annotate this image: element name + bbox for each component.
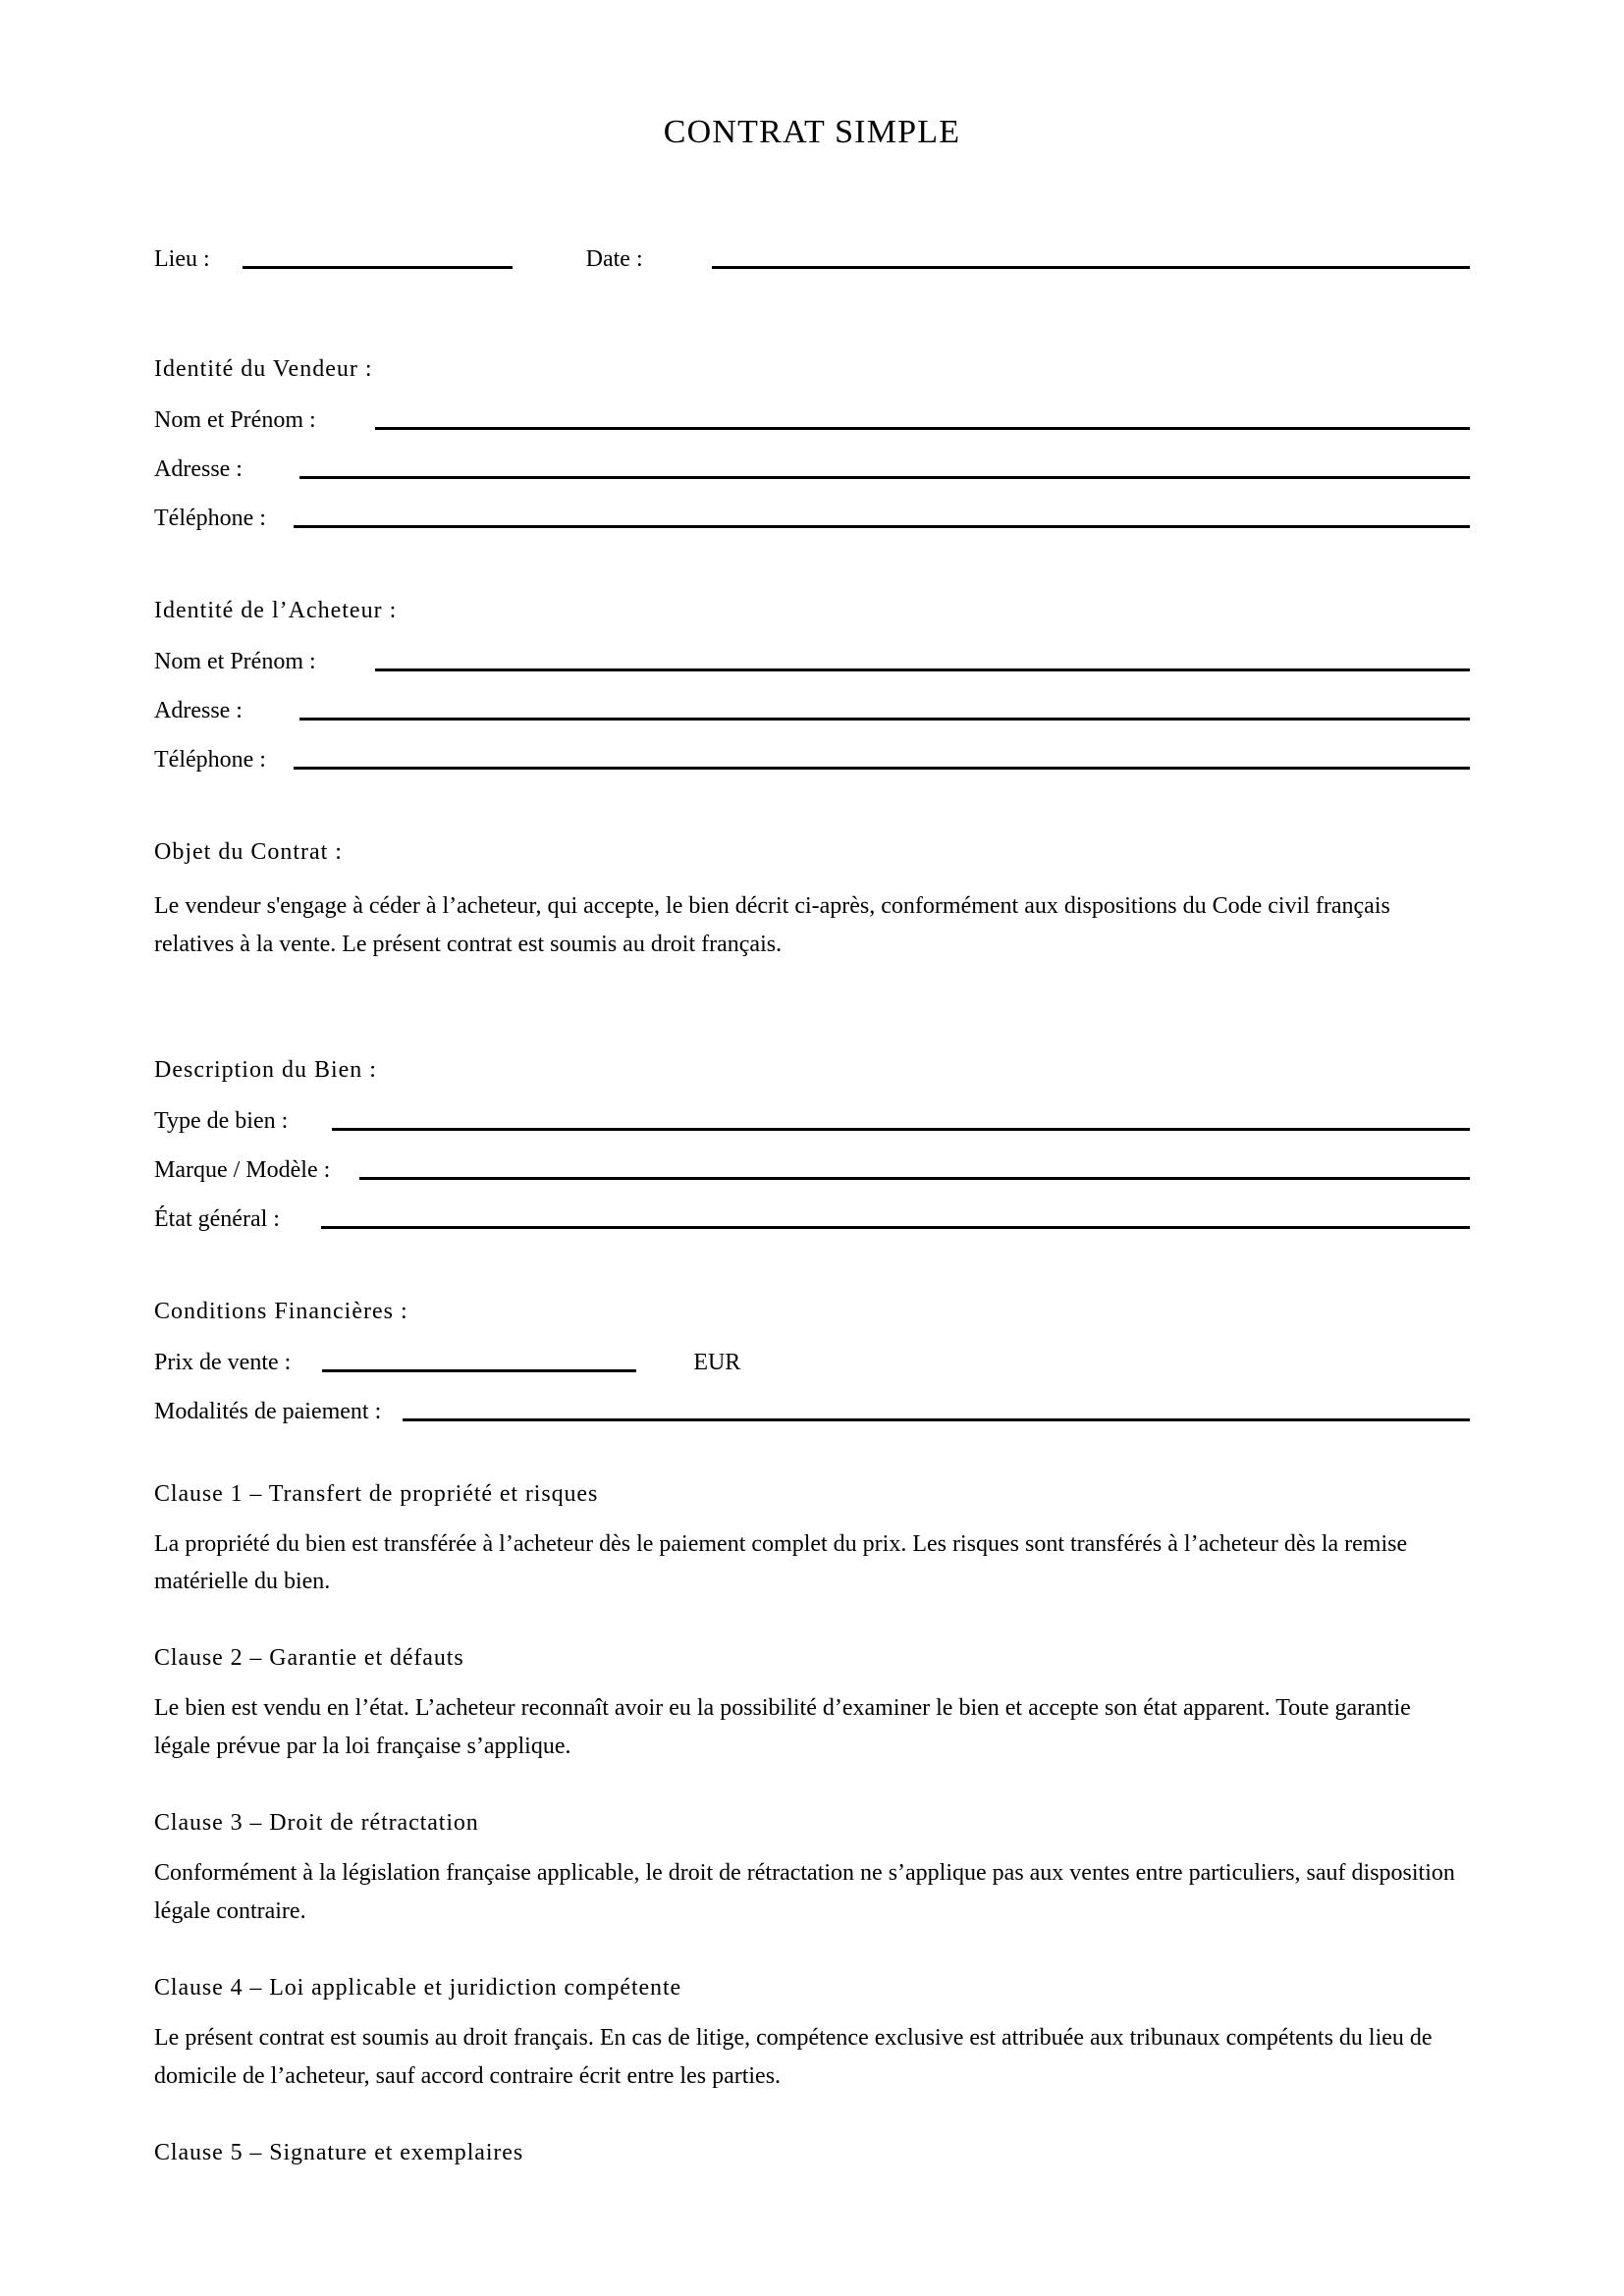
clause-3-heading: Clause 3 – Droit de rétractation bbox=[154, 1810, 479, 1837]
date-label: Date : bbox=[585, 245, 643, 272]
financial-section-heading: Conditions Financières : bbox=[154, 1298, 408, 1324]
payment-terms-input-rule[interactable] bbox=[403, 1418, 1470, 1421]
goods-type-input-rule[interactable] bbox=[332, 1128, 1470, 1131]
goods-brand-label: Marque / Modèle : bbox=[154, 1156, 331, 1183]
clause-4-heading: Clause 4 – Loi applicable et juridiction compétente bbox=[154, 1974, 682, 2001]
date-input-rule[interactable] bbox=[712, 266, 1470, 269]
buyer-name-row bbox=[154, 650, 1470, 673]
goods-condition-label: État général : bbox=[154, 1205, 280, 1232]
clause-1-body: La propriété du bien est transférée à l’acheteur dès le paiement complet du prix. Les risques sont transférés à l’acheteur dès la remise matérielle du bien. bbox=[154, 1530, 1408, 1595]
object-section-body: Le vendeur s'engage à céder à l’acheteur, qui accepte, le bien décrit ci-après, conformément aux dispositions du Code civil français relatives à la vente. Le présent contrat est soumis au droit français. bbox=[154, 892, 1390, 957]
seller-address-row bbox=[154, 457, 1470, 481]
clause-3-body: Conformément à la législation française applicable, le droit de rétractation ne s’applique pas aux ventes entre particuliers, sauf disposition légale contraire. bbox=[154, 1860, 1455, 1924]
price-row bbox=[154, 1351, 1470, 1374]
price-currency-suffix: EUR bbox=[693, 1349, 741, 1375]
buyer-address-input-rule[interactable] bbox=[299, 718, 1470, 721]
goods-brand-input-rule[interactable] bbox=[359, 1177, 1470, 1180]
lieu-label: Lieu : bbox=[154, 245, 210, 272]
goods-section-heading: Description du Bien : bbox=[154, 1056, 377, 1083]
clause-4-body: Le présent contrat est soumis au droit français. En cas de litige, compétence exclusive est attribuée aux tribunaux compétents du lieu de domicile de l’acheteur, sauf accord contraire écrit entre les parties. bbox=[154, 2024, 1433, 2089]
goods-type-row bbox=[154, 1109, 1470, 1133]
lieu-input-rule[interactable] bbox=[243, 266, 513, 269]
object-section-heading: Objet du Contrat : bbox=[154, 838, 343, 865]
price-label: Prix de vente : bbox=[154, 1349, 292, 1375]
price-input-rule[interactable] bbox=[322, 1369, 636, 1372]
clause-2-body: Le bien est vendu en l’état. L’acheteur reconnaît avoir eu la possibilité d’examiner le bien et accepte son état apparent. Toute garantie légale prévue par la loi française s’applique. bbox=[154, 1695, 1411, 1760]
seller-phone-input-rule[interactable] bbox=[294, 525, 1470, 528]
goods-type-label: Type de bien : bbox=[154, 1107, 289, 1134]
buyer-name-input-rule[interactable] bbox=[375, 668, 1470, 671]
goods-brand-row bbox=[154, 1158, 1470, 1182]
seller-address-label: Adresse : bbox=[154, 455, 243, 482]
buyer-phone-row bbox=[154, 748, 1470, 772]
seller-phone-row bbox=[154, 507, 1470, 530]
buyer-address-label: Adresse : bbox=[154, 697, 243, 723]
goods-condition-input-rule[interactable] bbox=[321, 1226, 1470, 1229]
document-content bbox=[154, 0, 1470, 2164]
buyer-section-heading: Identité de l’Acheteur : bbox=[154, 597, 398, 623]
buyer-name-label: Nom et Prénom : bbox=[154, 648, 316, 674]
payment-terms-row bbox=[154, 1400, 1470, 1423]
seller-name-row bbox=[154, 408, 1470, 432]
goods-condition-row bbox=[154, 1207, 1470, 1231]
clause-5-heading: Clause 5 – Signature et exemplaires bbox=[154, 2139, 524, 2165]
buyer-phone-label: Téléphone : bbox=[154, 746, 266, 773]
clause-2-heading: Clause 2 – Garantie et défauts bbox=[154, 1645, 464, 1672]
buyer-address-row bbox=[154, 699, 1470, 722]
seller-name-input-rule[interactable] bbox=[375, 427, 1470, 430]
seller-name-label: Nom et Prénom : bbox=[154, 406, 316, 433]
buyer-phone-input-rule[interactable] bbox=[294, 767, 1470, 770]
clause-1-heading: Clause 1 – Transfert de propriété et risques bbox=[154, 1480, 599, 1507]
header-fields-row bbox=[154, 247, 1470, 271]
seller-section-heading: Identité du Vendeur : bbox=[154, 355, 373, 382]
seller-address-input-rule[interactable] bbox=[299, 476, 1470, 479]
payment-terms-label: Modalités de paiement : bbox=[154, 1398, 382, 1424]
page-title: CONTRAT SIMPLE bbox=[663, 114, 961, 150]
seller-phone-label: Téléphone : bbox=[154, 505, 266, 531]
